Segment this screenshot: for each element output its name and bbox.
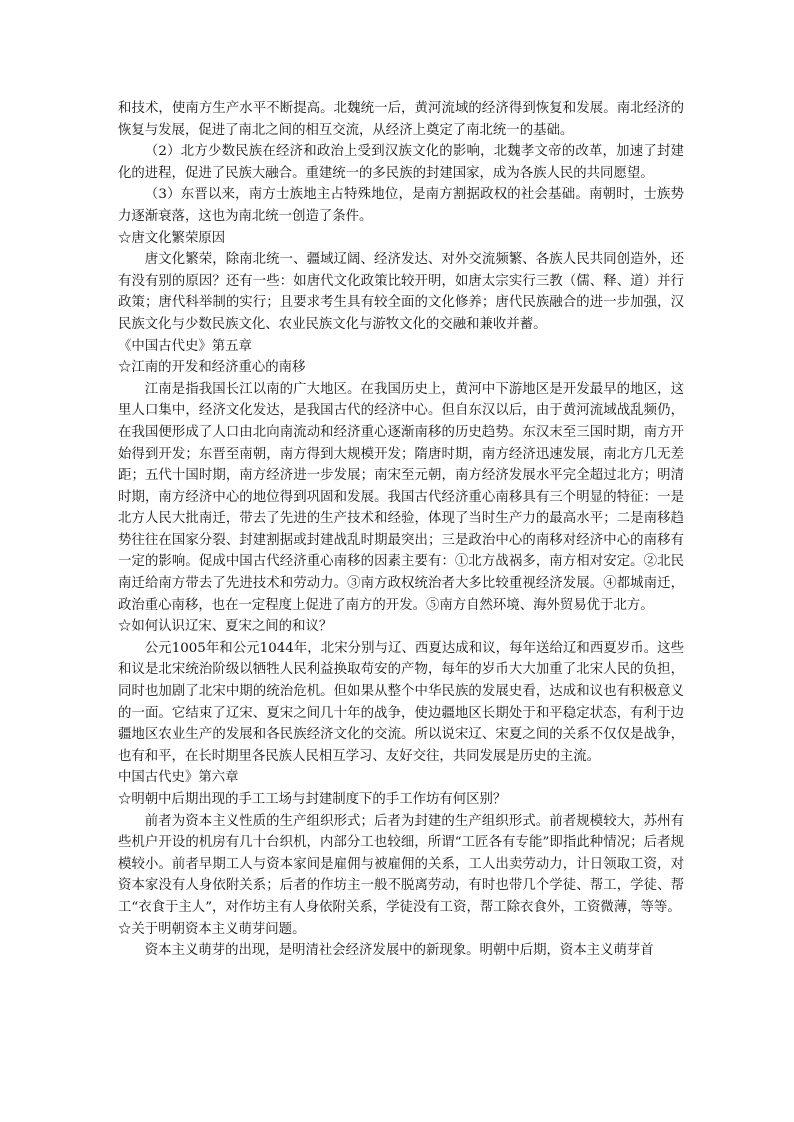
paragraph: 江南是指我国长江以南的广大地区。在我国历史上，黄河中下游地区是开发最早的地区，这里人口集中，经济文化发达，是我国古代的经济中心。但自东汉以后，由于黄河流域战乱频仍，在我国便形成了人口由北向南流动和经济重心逐渐南移的历史趋势。东汉末至三国时期，南方开始得到开发；东晋至南朝，南方得到大规模开发；隋唐时期，南方经济迅速发展，南北方几无差距；五代十国时期，南方经济进一步发展；南宋至元朝，南方经济发展水平完全超过北方；明清时期，南方经济中心的地位得到巩固和发展。我国古代经济重心南移具有三个明显的特征：一是北方人民大批南迁，带去了先进的生产技术和经验，体现了当时生产力的最高水平；二是南移趋势往往在国家分裂、封建割据或封建战乱时期最突出；三是政治中心的南移对经济中心的南移有一定的影响。促成中国古代经济重心南移的因素主要有：①北方战祸多，南方相对安定。②北民南迁给南方带去了先进技术和劳动力。③南方政权统治者大多比较重视经济发展。④都城南迁，政治重心南移，也在一定程度上促进了南方的开发。⑤南方自然环境、海外贸易优于北方。 (118, 381, 684, 613)
section-heading: ☆明朝中后期出现的手工工场与封建制度下的手工作坊有何区别？ (118, 792, 507, 807)
section-heading: ☆唐文化繁荣原因 (118, 230, 226, 246)
paragraph: （2）北方少数民族在经济和政治上受到汉族文化的影响，北魏孝文帝的改革，加速了封建化的进程，促进了民族大融合。重建统一的多民族的封建国家，成为各族人民的共同愿望。 (118, 144, 684, 181)
chapter-heading: 中国古代史》第六章 (118, 770, 239, 786)
section-heading: ☆江南的开发和经济重心的南移 (118, 360, 306, 376)
paragraph: 和技术，使南方生产水平不断提高。北魏统一后，黄河流域的经济得到恢复和发展。南北经济的恢复与发展，促进了南北之间的相互交流，从经济上奠定了南北统一的基础。 (118, 101, 684, 138)
paragraph: 前者为资本主义性质的生产组织形式；后者为封建的生产组织形式。前者规模较大，苏州有些机户开设的机房有几十台织机，内部分工也较细，所谓“工匠各有专能”即指此种情况；后者规模较小。前者早期工人与资本家间是雇佣与被雇佣的关系，工人出卖劳动力，计日领取工资，对资本家没有人身依附关系；后者的作坊主一般不脱离劳动，有时也带几个学徒、帮工，学徒、帮工“衣食于主人”，对作坊主有人身依附关系，学徒没有工资，帮工除衣食外，工资微薄，等等。 (118, 813, 684, 915)
section-heading: ☆关于明朝资本主义萌芽问题。 (118, 921, 306, 937)
paragraph: （3）东晋以来，南方士族地主占特殊地位，是南方割据政权的社会基础。南朝时，士族势力逐渐衰落，这也为南北统一创造了条件。 (118, 187, 684, 224)
paragraph: 资本主义萌芽的出现，是明清社会经济发展中的新现象。明朝中后期，资本主义萌芽首 (144, 943, 654, 959)
paragraph: 公元1005年和公元1044年，北宋分别与辽、西夏达成和议，每年送给辽和西夏岁币。这些和议是北宋统治阶级以牺牲人民利益换取苟安的产物，每年的岁币大大加重了北宋人民的负担，同时也加剧了北宋中期的统治危机。但如果从整个中华民族的发展史看，达成和议也有积极意义的一面。它结束了辽宋、夏宋之间几十年的战争，使边疆地区长期处于和平稳定状态，有利于边疆地区农业生产的发展和各民族经济文化的交流。所以说宋辽、宋夏之间的关系不仅仅是战争，也有和平，在长时期里各民族人民相互学习、友好交往，共同发展是历史的主流。 (118, 640, 684, 764)
section-heading: ☆如何认识辽宋、夏宋之间的和议？ (118, 619, 333, 635)
chapter-heading: 《中国古代史》第五章 (118, 338, 252, 354)
paragraph: 唐文化繁荣，除南北统一、疆域辽阔、经济发达、对外交流频繁、各族人民共同创造外，还有没有别的原因？还有一些：如唐代文化政策比较开明，如唐太宗实行三教（儒、释、道）并行政策；唐代科举制的实行；且要求考生具有较全面的文化修养；唐代民族融合的进一步加强，汉民族文化与少数民族文化、农业民族文化与游牧文化的交融和兼收并蓄。 (118, 252, 684, 332)
